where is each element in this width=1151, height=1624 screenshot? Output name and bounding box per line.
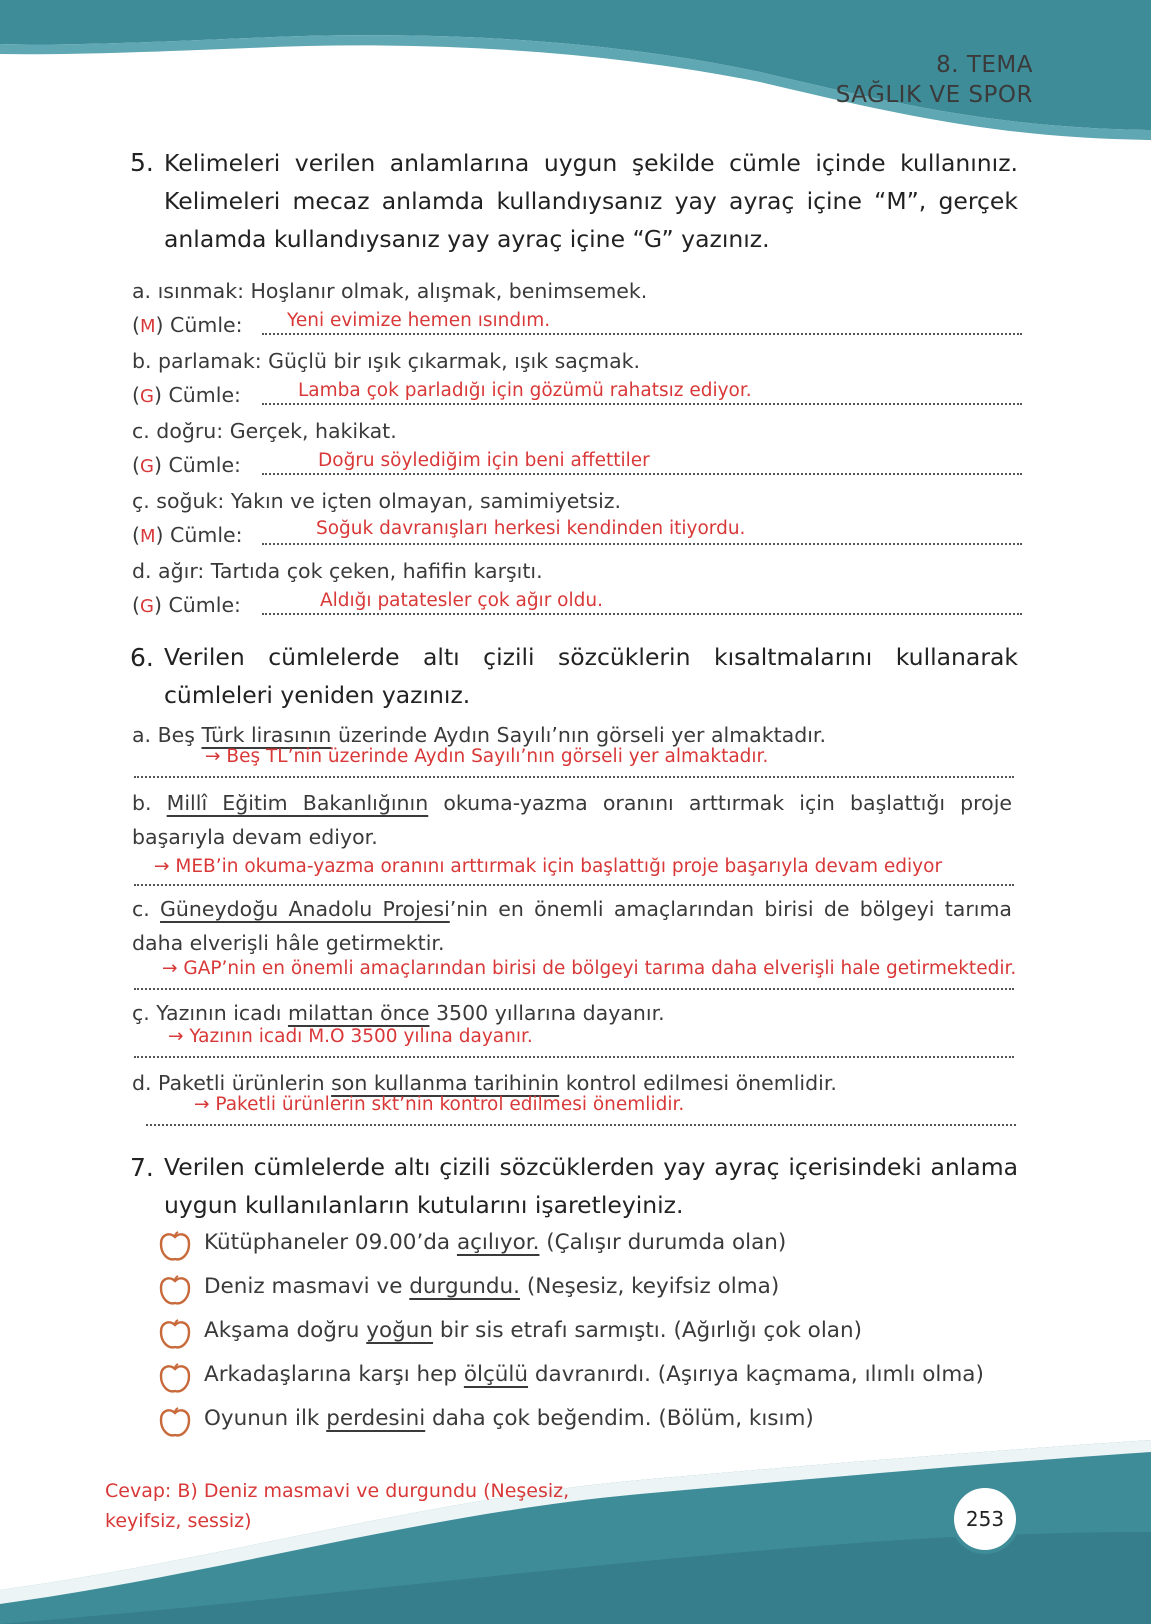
apple-checkbox-icon[interactable] bbox=[158, 1318, 192, 1352]
q6-a-after: üzerinde Aydın Sayılı’nın görseli yer almaktadır. bbox=[331, 723, 826, 747]
page-number: 253 bbox=[965, 1507, 1005, 1531]
q6-d-before: d. Paketli ürünlerin bbox=[132, 1071, 332, 1095]
question-6-number: 6. bbox=[130, 643, 154, 672]
q7-option-4-after: davranırdı. (Aşırıya kaçmama, ılımlı olma) bbox=[528, 1362, 984, 1387]
q5-definition-a: a. ısınmak: Hoşlanır olmak, alışmak, benimsemek. bbox=[132, 279, 648, 303]
q5-label-c: Cümle: bbox=[168, 453, 241, 477]
q6-d-underlined: son kullanma tarihinin bbox=[331, 1071, 560, 1095]
question-7-number: 7. bbox=[130, 1153, 154, 1182]
q5-label-d: Cümle: bbox=[168, 593, 241, 617]
q7-option-1-before: Kütüphaneler 09.00’da bbox=[204, 1230, 457, 1255]
q5-label-a: Cümle: bbox=[170, 313, 243, 337]
q5-mark-row-d: (G) Cümle: bbox=[132, 593, 241, 617]
q7-option-3 bbox=[204, 1318, 862, 1343]
q7-option-2-before: Deniz masmavi ve bbox=[204, 1274, 410, 1299]
q5-definition-cc: ç. soğuk: Yakın ve içten olmayan, samimiyetsiz. bbox=[132, 489, 622, 513]
q5-mark-d: G bbox=[140, 596, 154, 617]
q7-option-2-after: (Neşesiz, keyifsiz olma) bbox=[520, 1274, 780, 1299]
q5-answer-cc: Soğuk davranışları herkesi kendinden itiyordu. bbox=[316, 518, 746, 539]
q5-answer-a: Yeni evimize hemen ısındım. bbox=[287, 310, 551, 331]
q5-mark-cc: M bbox=[140, 526, 156, 547]
q5-answer-line-b bbox=[262, 403, 1022, 405]
q6-b-after: okuma-yazma oranını arttırmak için başlattığı proje başarıyla devam ediyor. bbox=[132, 791, 1013, 849]
q6-answer-cc: → Yazının icadı M.O 3500 yılına dayanır. bbox=[168, 1026, 533, 1047]
q5-label-cc: Cümle: bbox=[170, 523, 243, 547]
q6-answer-line-a bbox=[134, 776, 1014, 778]
answer-note-line-2: keyifsiz, sessiz) bbox=[105, 1510, 252, 1532]
q6-answer-line-cc bbox=[134, 1056, 1014, 1058]
q6-answer-d: → Paketli ürünlerin skt’nin kontrol edilmesi önemlidir. bbox=[194, 1094, 685, 1115]
q6-sentence-c bbox=[132, 892, 1012, 960]
q5-mark-a: M bbox=[140, 316, 156, 337]
q6-b-before: b. bbox=[132, 791, 167, 815]
q6-c-after: ’nin en önemli amaçlarından birisi de bölgeyi tarıma daha elverişli hâle getirmektir. bbox=[132, 897, 1012, 955]
q6-cc-after: 3500 yıllarına dayanır. bbox=[429, 1001, 665, 1025]
q5-answer-d: Aldığı patatesler çok ağır oldu. bbox=[320, 590, 603, 611]
q6-sentence-cc bbox=[132, 996, 1012, 1030]
question-6-text: Verilen cümlelerde altı çizili sözcüklerin kısaltmalarını kullanarak cümleleri yeniden yazınız. bbox=[164, 643, 1018, 709]
apple-checkbox-icon[interactable] bbox=[158, 1406, 192, 1440]
q5-definition-c: c. doğru: Gerçek, hakikat. bbox=[132, 419, 397, 443]
q5-answer-line-d bbox=[262, 613, 1022, 615]
q7-option-2-underlined: durgundu. bbox=[409, 1274, 521, 1299]
q7-option-3-underlined: yoğun bbox=[366, 1318, 434, 1343]
q6-answer-line-b bbox=[134, 884, 1014, 886]
q6-cc-underlined: milattan önce bbox=[287, 1001, 430, 1025]
apple-checkbox-icon[interactable] bbox=[158, 1362, 192, 1396]
q6-answer-c: → GAP’nin en önemli amaçlarından birisi de bölgeyi tarıma daha elverişli hale getirmektedir. bbox=[162, 958, 1017, 979]
q5-definition-d: d. ağır: Tartıda çok çeken, hafifin karşıtı. bbox=[132, 559, 543, 583]
q7-option-3-after: bir sis etrafı sarmıştı. (Ağırlığı çok olan) bbox=[433, 1318, 862, 1343]
q7-option-1-after: (Çalışır durumda olan) bbox=[539, 1230, 787, 1255]
q5-mark-row-cc: (M) Cümle: bbox=[132, 523, 243, 547]
q5-answer-line-c bbox=[262, 473, 1022, 475]
theme-name: SAĞLIK VE SPOR bbox=[835, 82, 1033, 108]
theme-number: 8. TEMA bbox=[936, 52, 1033, 78]
q5-mark-row-b: (G) Cümle: bbox=[132, 383, 241, 407]
q7-option-4-before: Arkadaşlarına karşı hep bbox=[204, 1362, 464, 1387]
q7-option-4-underlined: ölçülü bbox=[463, 1362, 529, 1387]
q6-a-before: a. Beş bbox=[132, 723, 202, 747]
q5-mark-row-c: (G) Cümle: bbox=[132, 453, 241, 477]
q5-mark-c: G bbox=[140, 456, 154, 477]
q6-answer-line-d bbox=[146, 1124, 1016, 1126]
q6-sentence-b bbox=[132, 786, 1012, 854]
q7-option-3-before: Akşama doğru bbox=[204, 1318, 367, 1343]
answer-note-line-1: Cevap: B) Deniz masmavi ve durgundu (Neşesiz, bbox=[105, 1480, 570, 1502]
q7-option-1 bbox=[204, 1230, 786, 1255]
q5-answer-c: Doğru söylediğim için beni affettiler bbox=[318, 450, 650, 471]
q7-option-2 bbox=[204, 1274, 779, 1299]
q7-option-5 bbox=[204, 1406, 814, 1431]
apple-checkbox-icon[interactable] bbox=[158, 1274, 192, 1308]
q5-mark-row-a: (M) Cümle: bbox=[132, 313, 243, 337]
q6-d-after: kontrol edilmesi önemlidir. bbox=[559, 1071, 837, 1095]
q6-answer-a: → Beş TL’nin üzerinde Aydın Sayılı’nın görseli yer almaktadır. bbox=[205, 746, 769, 767]
q6-c-underlined: Güneydoğu Anadolu Projesi bbox=[160, 897, 450, 921]
q6-answer-b: → MEB’in okuma-yazma oranını arttırmak için başlattığı proje başarıyla devam ediyor bbox=[154, 856, 943, 877]
q5-answer-line-cc bbox=[262, 543, 1022, 545]
q5-definition-b: b. parlamak: Güçlü bir ışık çıkarmak, ışık saçmak. bbox=[132, 349, 641, 373]
q5-answer-b: Lamba çok parladığı için gözümü rahatsız ediyor. bbox=[298, 380, 752, 401]
apple-checkbox-icon[interactable] bbox=[158, 1230, 192, 1264]
q6-answer-line-c bbox=[134, 988, 1014, 990]
q5-mark-b: G bbox=[140, 386, 154, 407]
question-5-number: 5. bbox=[130, 148, 154, 177]
page-number-badge bbox=[950, 1484, 1020, 1554]
question-7-text: Verilen cümlelerde altı çizili sözcüklerden yay ayraç içerisindeki anlama uygun kullanılanların kutularını işaretleyiniz. bbox=[164, 1153, 1018, 1219]
q6-a-underlined: Türk lirasının bbox=[201, 723, 332, 747]
q7-option-1-underlined: açılıyor. bbox=[456, 1230, 540, 1255]
q7-option-5-underlined: perdesini bbox=[326, 1406, 426, 1431]
q6-c-before: c. bbox=[132, 897, 161, 921]
q7-option-4 bbox=[204, 1362, 984, 1387]
q7-option-5-before: Oyunun ilk bbox=[204, 1406, 327, 1431]
question-5-text: Kelimeleri verilen anlamlarına uygun şekilde cümle içinde kullanınız. Kelimeleri mecaz anlamda kullandıysanız yay ayraç içine “M”, gerçek anlamda kullandıysanız yay ayraç içine “G” yazınız. bbox=[164, 149, 1018, 253]
q5-answer-line-a bbox=[262, 333, 1022, 335]
q5-label-b: Cümle: bbox=[168, 383, 241, 407]
q6-cc-before: ç. Yazının icadı bbox=[132, 1001, 288, 1025]
q6-b-underlined: Millî Eğitim Bakanlığının bbox=[166, 791, 429, 815]
q7-option-5-after: daha çok beğendim. (Bölüm, kısım) bbox=[425, 1406, 814, 1431]
